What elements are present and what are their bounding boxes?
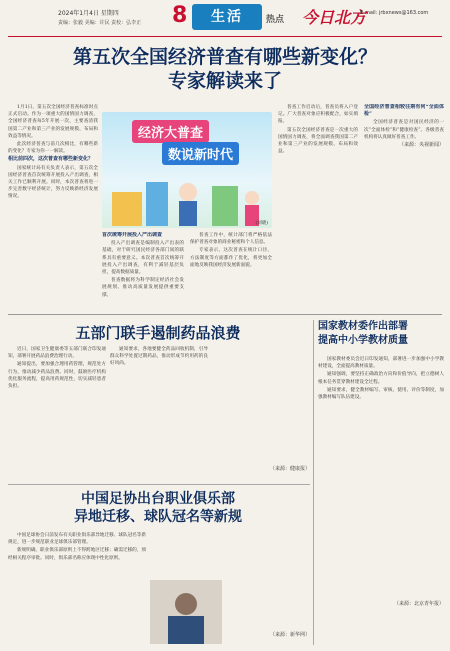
article1-paragraph: 投入产出调查是编制投入产出表的基础，对于研究国民经济各部门间的联系具有重要意义。本次普查首次统筹开展投入产出调查，有利于减轻基层负担，提高数据质量。 xyxy=(102,241,184,276)
article1-paragraph: 第五次全国经济普查是一次重大的国情国力调查，将全面调查我国第二产业和第三产业的发展规模、布局和效益。 xyxy=(278,127,358,155)
section-label: 生活 xyxy=(192,4,262,30)
article2-column-2 xyxy=(110,346,208,480)
masthead-rule xyxy=(8,36,442,37)
article1-title-line1: 第五次全国经济普查有哪些新变化？ xyxy=(72,46,377,68)
article3-title-line1: 中国足协出台职业俱乐部 xyxy=(81,491,235,507)
article1-paragraph: 1月1日，第五次全国经济普查标准时点正式启动。作为一项重大的国情国力调查，全国经济普查每5年开展一次，主要查清我国第二产业和第三产业的发展规模、布局和效益等情况。 xyxy=(8,105,98,139)
article4-paragraph: 国家教材委员会近日印发通知，部署进一步加强中小学教材建设，全面提高教材质量。 xyxy=(318,357,444,370)
page-number: 8 xyxy=(172,3,188,28)
economic-census-illustration xyxy=(102,112,272,228)
article3-title-line2: 异地迁移、球队冠名等新规 xyxy=(74,509,242,525)
article1-title-line2: 专家解读来了 xyxy=(167,70,282,92)
article1-source: （来源：央视新闻） xyxy=(398,142,444,149)
article1-column-4 xyxy=(278,104,358,309)
illustration-caption: (刘晓) xyxy=(255,221,268,226)
article3-paragraph: 中国足球协会日前发布有关职业俱乐部异地迁移、球队冠名等新规定，进一步规范职业足球俱乐部管理。 xyxy=(8,533,146,546)
section-sub-label: 热点 xyxy=(266,15,285,25)
newspaper-logo: 今日北方 xyxy=(302,8,367,27)
article3-column-2 xyxy=(226,532,310,644)
article3-column-1 xyxy=(8,532,146,644)
article2-source: （来源：健康报） xyxy=(269,466,310,472)
section-divider xyxy=(8,314,442,315)
article1-paragraph: 此次经济普查与前几次相比，有哪些新的变化？专家为你一一解读。 xyxy=(8,142,98,155)
article4-source: （来源：北京青年报） xyxy=(393,601,444,608)
masthead xyxy=(0,0,450,38)
article4-title-line1: 国家教材委作出部署 xyxy=(318,321,408,332)
article1-paragraph: 专家表示，这次普查在统计口径、方法制度等方面都作了优化，将更加全面地反映我国经济发展新面貌。 xyxy=(190,248,272,268)
person-photo xyxy=(150,580,222,644)
article4-body xyxy=(318,356,444,646)
article3-paragraph: 新规明确，职业俱乐部原则上不得跨地区迁移；确需迁移的，须经相关程序审批。同时，俱乐部名称应体现中性化原则。 xyxy=(8,548,146,561)
article1-paragraph: 普查工作中，统计部门将严格依法保护普查对象的商业秘密和个人信息。 xyxy=(190,233,272,246)
article2-paragraph: 近日，国家卫生健康委等五部门联合印发通知，部署开展药品浪费治理行动。 xyxy=(8,347,106,360)
article1-column-2 xyxy=(102,232,184,310)
article2-column-3 xyxy=(212,346,310,480)
email-line: E-mail: jrbxnews@163.com xyxy=(360,10,429,16)
illustration-graphic xyxy=(102,162,272,228)
article4-title-line2: 提高中小学教材质量 xyxy=(318,335,408,346)
article1-subheading: 全国经济普查相较往期有何“全面体检” xyxy=(364,104,444,118)
article2-title: 五部门联手遏制药品浪费 xyxy=(75,324,241,342)
article2-column-1 xyxy=(8,346,106,480)
article2-paragraph: 通知提出，要加强合理用药管理，规范处方行为，推动减少药品浪费。同时，鼓励医疗机构优化服务流程，提高用药规范性，切实减轻患者负担。 xyxy=(8,362,106,390)
article1-paragraph: 普查数据将为科学制定经济社会发展规划、推动高质量发展提供重要支撑。 xyxy=(102,278,184,298)
article1-subheading: 首次统筹开展投入产出调查 xyxy=(102,232,163,238)
article1-subheading: 相比前四次，这次普查有哪些新变化？ xyxy=(8,156,94,163)
article4-paragraph: 通知要求，健全教材编写、审核、使用、评价等制度，加强教材编写队伍建设。 xyxy=(318,387,444,401)
column-divider xyxy=(313,320,314,645)
illustration-banner-1: 经济大普查 xyxy=(132,120,209,143)
article1-column-5 xyxy=(364,104,444,309)
article3-source: （来源：新华网） xyxy=(269,632,310,638)
article1-column-3 xyxy=(190,232,272,310)
editors-line: 责编：张毅 美编：许民 责校：弘李正 xyxy=(58,20,142,26)
issue-date: 2024年1月4日 星期四 xyxy=(58,10,119,17)
article1-paragraph: 全国经济普查是对国民经济的一次“全面体检”和“健康检查”。各级普查机构将认真做好普查工作。 xyxy=(364,120,444,140)
illustration-banner-2: 数说新时代 xyxy=(162,142,239,165)
article1-column-1 xyxy=(8,104,98,309)
article4-paragraph: 通知强调，要坚持正确政治方向和价值导向，把立德树人根本任务贯穿教材建设全过程。 xyxy=(318,372,444,385)
article1-paragraph: 普查工作启动后，普查员将入户登记。广大普查对象应积极配合，如实填报。 xyxy=(278,105,358,125)
article2-paragraph: 通知要求，各地要健全药品回收机制，引导群众科学处置过期药品，推动形成节约用药的良好风尚。 xyxy=(110,347,208,367)
article1-paragraph: 国家统计局有关负责人表示，第五次全国经济普查首次统筹开展投入产出调查，相关工作已顺利开展。同时，本次普查将进一步完善数字经济统计，努力反映新经济发展情况。 xyxy=(8,165,98,200)
article-divider xyxy=(8,484,310,485)
